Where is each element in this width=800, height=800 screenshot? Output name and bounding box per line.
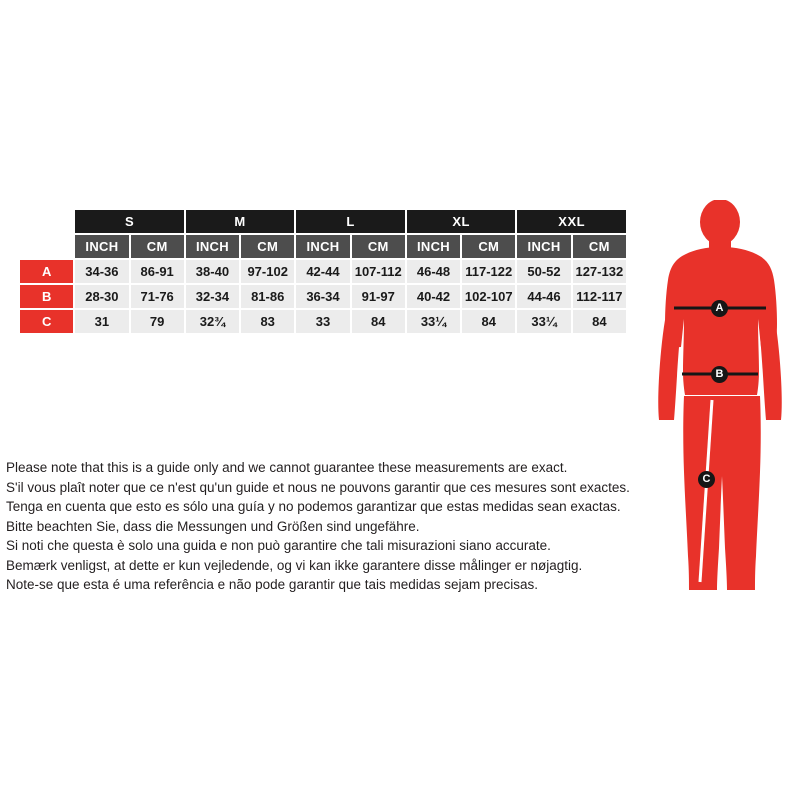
unit-header-xxl-cm: CM (572, 234, 627, 259)
cell-b-xl-inch: 40-42 (406, 284, 461, 309)
cell-c-xl-cm: 84 (461, 309, 516, 334)
unit-header-xxl-inch: INCH (516, 234, 571, 259)
unit-header-m-inch: INCH (185, 234, 240, 259)
unit-header-l-cm: CM (351, 234, 406, 259)
cell-a-xl-inch: 46-48 (406, 259, 461, 284)
cell-b-s-inch: 28-30 (74, 284, 129, 309)
size-header-l: L (295, 209, 406, 234)
corner-blank-cell (19, 209, 74, 234)
body-silhouette-icon (640, 200, 800, 620)
size-table (18, 208, 628, 335)
unit-header-xl-cm: CM (461, 234, 516, 259)
inseam-measure-marker: C (698, 471, 715, 488)
cell-c-l-inch: 33 (295, 309, 350, 334)
cell-b-m-inch: 32-34 (185, 284, 240, 309)
note-line-it: Si noti che questa è solo una guida e non può garantire che tali misurazioni siano accurate. (6, 538, 551, 553)
unit-header-l-inch: INCH (295, 234, 350, 259)
row-label-c: C (19, 309, 74, 334)
note-line-pt: Note-se que esta é uma referência e não pode garantir que tais medidas sejam precisas. (6, 577, 539, 592)
waist-measure-marker: B (711, 366, 728, 383)
unit-row-blank-cell (19, 234, 74, 259)
cell-c-m-inch: 32¾ (185, 309, 240, 334)
table-row-units (19, 234, 627, 259)
cell-a-xl-cm: 117-122 (461, 259, 516, 284)
cell-a-xxl-cm: 127-132 (572, 259, 627, 284)
cell-a-xxl-inch: 50-52 (516, 259, 571, 284)
cell-c-xxl-inch: 33¼ (516, 309, 571, 334)
cell-b-xl-cm: 102-107 (461, 284, 516, 309)
cell-a-m-cm: 97-102 (240, 259, 295, 284)
table-row (19, 259, 627, 284)
note-line-fr: S'il vous plaît noter que ce n'est qu'un guide et nous ne pouvons garantir que ces mesures sont exactes. (6, 479, 630, 495)
size-chart (18, 208, 628, 335)
unit-header-m-cm: CM (240, 234, 295, 259)
cell-b-m-cm: 81-86 (240, 284, 295, 309)
cell-b-l-inch: 36-34 (295, 284, 350, 309)
disclaimer-notes (6, 458, 630, 595)
size-header-s: S (74, 209, 185, 234)
table-row-sizes (19, 209, 627, 234)
size-header-xl: XL (406, 209, 517, 234)
cell-c-m-cm: 83 (240, 309, 295, 334)
cell-c-xxl-cm: 84 (572, 309, 627, 334)
row-label-b: B (19, 284, 74, 309)
cell-a-l-inch: 42-44 (295, 259, 350, 284)
unit-header-s-cm: CM (130, 234, 185, 259)
cell-c-s-cm: 79 (130, 309, 185, 334)
note-line-en: Please note that this is a guide only and we cannot guarantee these measurements are exact. (6, 460, 568, 475)
cell-c-xl-inch: 33¼ (406, 309, 461, 334)
note-line-de: Bitte beachten Sie, dass die Messungen und Größen sind ungefähre. (6, 518, 420, 534)
size-header-xxl: XXL (516, 209, 627, 234)
cell-b-s-cm: 71-76 (130, 284, 185, 309)
cell-c-l-cm: 84 (351, 309, 406, 334)
chest-measure-marker: A (711, 300, 728, 317)
note-line-es: Tenga en cuenta que esto es sólo una guía y no podemos garantizar que estas medidas sean exactas. (6, 499, 621, 514)
cell-a-s-cm: 86-91 (130, 259, 185, 284)
size-header-m: M (185, 209, 296, 234)
unit-header-s-inch: INCH (74, 234, 129, 259)
cell-a-s-inch: 34-36 (74, 259, 129, 284)
row-label-a: A (19, 259, 74, 284)
unit-header-xl-inch: INCH (406, 234, 461, 259)
body-measurement-figure (640, 200, 800, 620)
cell-b-l-cm: 91-97 (351, 284, 406, 309)
cell-a-l-cm: 107-112 (351, 259, 406, 284)
cell-c-s-inch: 31 (74, 309, 129, 334)
note-line-da: Bemærk venligst, at dette er kun vejledende, og vi kan ikke garantere disse målinger er nøjagtig. (6, 557, 583, 573)
cell-b-xxl-cm: 112-117 (572, 284, 627, 309)
table-row (19, 309, 627, 334)
cell-a-m-inch: 38-40 (185, 259, 240, 284)
cell-b-xxl-inch: 44-46 (516, 284, 571, 309)
table-row (19, 284, 627, 309)
